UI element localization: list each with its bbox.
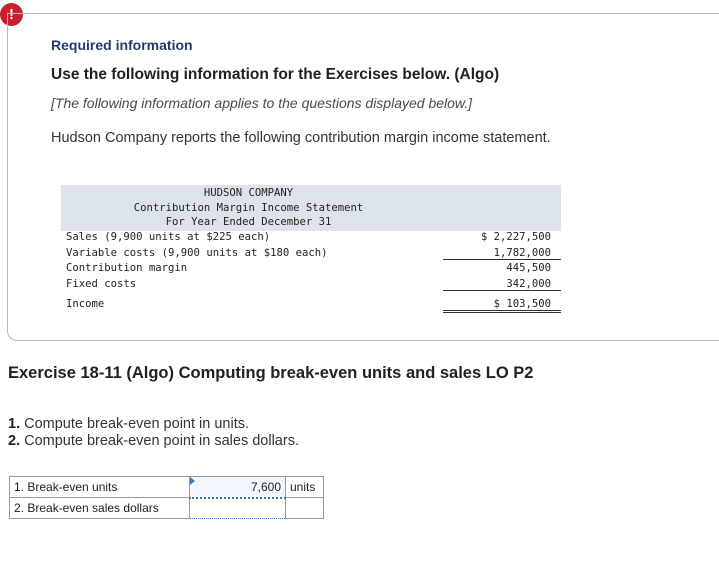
input-value: 7,600 [250, 479, 281, 494]
statement-row-contribution-margin [61, 262, 561, 278]
company-report-text: Hudson Company reports the following contribution margin income statement. [51, 130, 551, 146]
income-statement [61, 185, 561, 314]
answer-label: 2. Break-even sales dollars [10, 498, 190, 519]
question-text: Compute break-even point in units. [24, 416, 250, 432]
instructions-heading: Use the following information for the Exercises below. (Algo) [51, 66, 500, 83]
statement-header [61, 185, 561, 231]
answer-label: 1. Break-even units [10, 477, 190, 498]
question-number: 1. [8, 416, 21, 432]
statement-row-variable-costs [61, 247, 561, 263]
exercise-title: Exercise 18-11 (Algo) Computing break-even units and sales LO P2 [8, 364, 534, 382]
row-value: 1,782,000 [443, 247, 561, 260]
statement-row-sales [61, 231, 561, 247]
required-info-heading: Required information [51, 37, 193, 53]
flag-icon [190, 477, 195, 485]
alert-icon: ! [0, 3, 23, 26]
statement-row-fixed-costs [61, 278, 561, 294]
row-value: 445,500 [506, 262, 551, 274]
unit-label: units [286, 477, 324, 498]
row-label: Variable costs (9,900 units at $180 each) [66, 246, 328, 259]
row-label: Contribution margin [66, 262, 188, 274]
answer-row-break-even-sales [10, 498, 324, 519]
row-value: $ 2,227,500 [480, 231, 551, 243]
row-value: $ 103,500 [443, 298, 561, 313]
question-text: Compute break-even point in sales dollars. [24, 433, 299, 449]
row-label: Fixed costs [66, 277, 137, 290]
applies-note: [The following information applies to the questions displayed below.] [51, 95, 473, 111]
question-2 [8, 433, 299, 449]
row-label: Sales (9,900 units at $225 each) [66, 231, 271, 243]
statement-row-income [61, 298, 561, 314]
row-value: 342,000 [443, 278, 561, 291]
answer-table [9, 476, 324, 519]
statement-period: For Year Ended December 31 [165, 216, 332, 228]
row-label: Income [66, 298, 105, 310]
break-even-units-input[interactable] [190, 477, 286, 498]
unit-label [286, 498, 324, 519]
question-number: 2. [8, 433, 21, 449]
company-name: HUDSON COMPANY [203, 187, 294, 199]
break-even-sales-input[interactable] [190, 498, 286, 519]
answer-row-break-even-units [10, 477, 324, 498]
question-1 [8, 416, 249, 432]
statement-title: Contribution Margin Income Statement [133, 202, 364, 214]
